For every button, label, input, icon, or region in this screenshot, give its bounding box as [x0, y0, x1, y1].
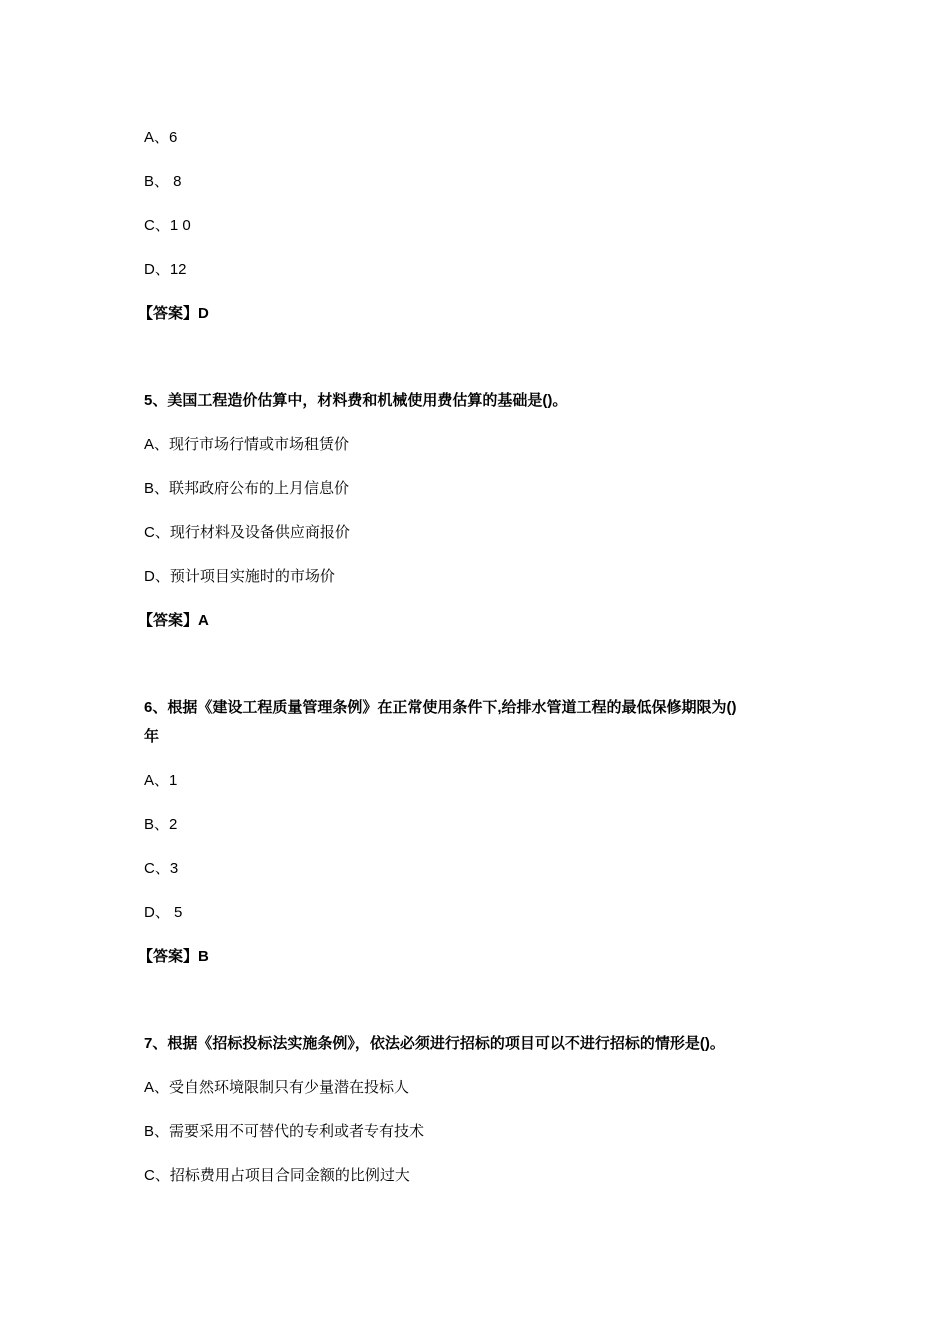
q6-option-c: C、3 [144, 860, 179, 877]
q5-option-c: C、现行材料及设备供应商报价 [144, 524, 350, 541]
q7-option-a: A、受自然环境限制只有少量潜在投标人 [144, 1079, 410, 1096]
q4-option-c: C、1 0 [144, 217, 191, 234]
q5-option-d: D、预计项目实施时的市场价 [144, 568, 335, 585]
q5-option-b: B、联邦政府公布的上月信息价 [144, 480, 350, 497]
q7-question: 7、根据《招标投标法实施条例》，依法必须进行招标的项目可以不进行招标的情形是()。 [144, 1035, 725, 1052]
q6-question-line1: 6、根据《建设工程质量管理条例》在正常使用条件下,给排水管道工程的最低保修期限为() [144, 699, 737, 716]
q7-option-c: C、招标费用占项目合同金额的比例过大 [144, 1167, 410, 1184]
q4-option-d: D、12 [144, 261, 187, 278]
q5-option-a: A、现行市场行情或市场租赁价 [144, 436, 350, 453]
q5-answer: 【答案】A [138, 612, 209, 629]
q6-option-d: D、 5 [144, 904, 183, 921]
q6-answer: 【答案】B [138, 948, 209, 965]
q4-option-a: A、6 [144, 129, 178, 146]
q4-answer: 【答案】D [138, 305, 209, 322]
q4-option-b: B、 8 [144, 173, 182, 190]
q6-option-b: B、2 [144, 816, 178, 833]
q6-question-line2: 年 [144, 728, 160, 745]
q7-option-b: B、需要采用不可替代的专利或者专有技术 [144, 1123, 425, 1140]
q5-question: 5、美国工程造价估算中，材料费和机械使用费估算的基础是()。 [144, 392, 568, 409]
q6-option-a: A、1 [144, 772, 178, 789]
